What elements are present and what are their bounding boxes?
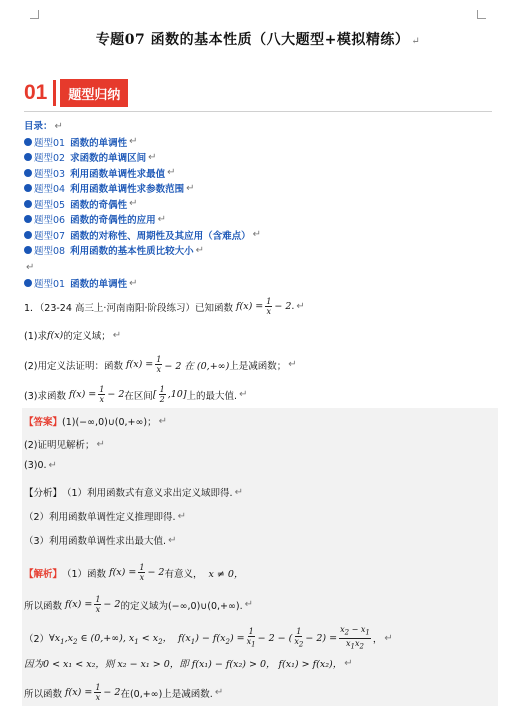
- toc-item[interactable]: 题型07 函数的对称性、周期性及其应用（含难点） ↵: [24, 227, 261, 243]
- bullet-icon: [24, 153, 32, 161]
- section-header: [24, 79, 128, 107]
- toc-item[interactable]: 题型06 函数的奇偶性的应用 ↵: [24, 212, 261, 228]
- bullet-icon: [24, 169, 32, 177]
- bullet-icon: [24, 231, 32, 239]
- analysis-2: （2）利用函数单调性定义推理即得. ↵: [24, 510, 186, 523]
- table-of-contents: [24, 134, 261, 258]
- toc-item[interactable]: 题型08 利用函数的基本性质比较大小 ↵: [24, 243, 261, 259]
- bullet-icon: [24, 215, 32, 223]
- toc-item[interactable]: 题型01 函数的单调性 ↵: [24, 134, 261, 150]
- section-number: 01: [24, 81, 48, 104]
- analysis-1: 【分析】 （1）利用函数式有意义求出定义域即得. ↵: [24, 486, 243, 499]
- solution-1: 【解析】 （1）函数 f(x) = $\frac{1}{x}$ − 2 有意义， x ≠ 0，: [24, 563, 244, 582]
- document-title: 专题07 函数的基本性质（八大题型+模拟精练） ↵: [95, 32, 421, 48]
- subsection-heading: 题型01 函数的单调性 ↵: [24, 276, 138, 290]
- bullet-icon: [24, 246, 32, 254]
- section-underline: [24, 111, 492, 112]
- solution-2: 所以函数 f(x) = $\frac{1}{x}$ − 2 的定义域为(−∞,0)∪(0,+∞). ↵: [24, 595, 254, 614]
- bullet-icon: [24, 138, 32, 146]
- page-corner-mark: [30, 10, 39, 19]
- problem-statement: 1．（23-24 高三上·河南南阳·阶段练习）已知函数 f(x) = $\frac{1}{x}$ − 2 . ↵: [24, 297, 305, 316]
- solution-5: 所以函数 f(x) = $\frac{1}{x}$ − 2 在(0,+∞)上是减函数. ↵: [24, 683, 224, 702]
- question-3: (3)求函数 f(x) = $\frac{1}{x}$ − 2 在区间 [ $\frac{1}{2}$ ,10] 上的最大值. ↵: [24, 385, 248, 404]
- toc-item[interactable]: 题型02 求函数的单调区间 ↵: [24, 150, 261, 166]
- bullet-icon: [24, 279, 32, 287]
- question-1: (1)求 f(x) 的定义域； ↵: [24, 329, 122, 342]
- analysis-3: （3）利用函数单调性求出最大值. ↵: [24, 534, 177, 547]
- section-divider-bar: [53, 80, 56, 106]
- solution-3: （2） $\forall x_1,x_2$ ∈ (0,+∞), $x_1 < x_2$， $f(x_1) - f(x_2)$ = $\frac{1}{x1}$ − 2 − ( $\frac{1}{x2}$ − 2) = $\frac{x2 - x1}{x1x2}$ ， ↵: [24, 625, 393, 651]
- page-corner-mark: [477, 10, 486, 19]
- paragraph-mark: ↵: [26, 262, 35, 273]
- toc-item[interactable]: 题型04 利用函数单调性求参数范围 ↵: [24, 181, 261, 197]
- toc-item[interactable]: 题型03 利用函数单调性求最值 ↵: [24, 165, 261, 181]
- answer-2: (2)证明见解析； ↵: [24, 438, 105, 451]
- bullet-icon: [24, 184, 32, 192]
- answer-1: 【答案】 (1)(−∞,0)∪(0,+∞)； ↵: [24, 415, 168, 428]
- section-label: 题型归纳: [60, 79, 128, 107]
- toc-heading: 目录： ↵: [24, 121, 63, 132]
- bullet-icon: [24, 200, 32, 208]
- toc-item[interactable]: 题型05 函数的奇偶性 ↵: [24, 196, 261, 212]
- solution-4: 因为0 < x₁ < x₂，则 x₂ − x₁ > 0，即 f(x₁) − f(x₂) > 0， f(x₁) > f(x₂)， ↵: [24, 657, 353, 670]
- question-2: (2)用定义法证明：函数 f(x) = $\frac{1}{x}$ − 2 在 (0,+∞) 上是减函数； ↵: [24, 355, 297, 374]
- answer-3: (3)0. ↵: [24, 460, 57, 471]
